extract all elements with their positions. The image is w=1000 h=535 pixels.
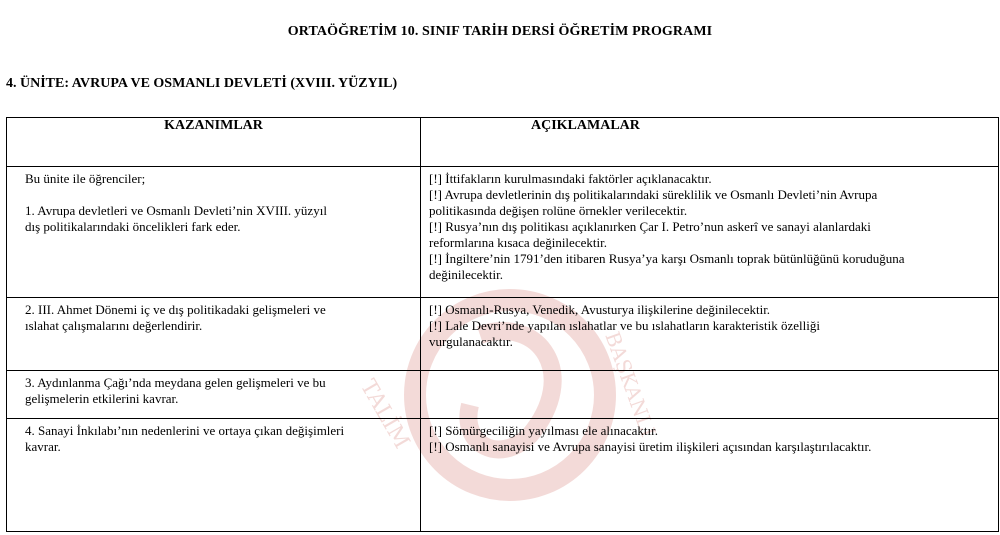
kazanim-line: 2. III. Ahmet Dönemi iç ve dış politikadaki gelişmeleri ve (25, 302, 326, 317)
aciklama-cell (421, 419, 999, 532)
aciklama-line: vurgulanacaktır. (429, 334, 513, 349)
unit-heading: 4. ÜNİTE: AVRUPA VE OSMANLI DEVLETİ (XVIII. YÜZYIL) (6, 76, 398, 91)
aciklama-cell (421, 298, 999, 371)
svg-text:BAŞKANLI: BAŞKANLI (600, 328, 661, 441)
aciklama-line: politikasında değişen rolüne örnekler verilecektir. (429, 203, 688, 218)
kazanim-line: 1. Avrupa devletleri ve Osmanlı Devleti’nin XVIII. yüzyıl (25, 203, 327, 218)
document-title: ORTAÖĞRETİM 10. SINIF TARİH DERSİ ÖĞRETİM PROGRAMI (287, 24, 713, 39)
table-row (7, 419, 999, 532)
aciklama-line: [!] Rusya’nın dış politikası açıklanırken Çar I. Petro’nun askerî ve sanayi alanlardaki (429, 219, 871, 234)
kazanim-line: ıslahat çalışmalarını değerlendirir. (25, 318, 203, 333)
kazanim-line: dış politikalarındaki öncelikleri fark eder. (25, 219, 241, 234)
aciklama-line: [!] Osmanlı-Rusya, Venedik, Avusturya ilişkilerine değinilecektir. (429, 302, 771, 317)
kazanim-cell (7, 167, 421, 298)
aciklama-line: [!] Osmanlı sanayisi ve Avrupa sanayisi üretim ilişkileri açısından karşılaştırılacaktır. (429, 439, 872, 454)
kazanim-line: gelişmelerin etkilerini kavrar. (25, 391, 179, 406)
aciklama-line: [!] İngiltere’nin 1791’den itibaren Rusya’ya karşı Osmanlı toprak bütünlüğünü koruduğuna (429, 251, 905, 266)
aciklama-line: reformlarına kısaca değinilecektir. (429, 235, 607, 250)
aciklama-line: [!] Lale Devri’nde yapılan ıslahatlar ve bu ıslahatların karakteristik özelliği (429, 318, 820, 333)
table-header-row (7, 118, 999, 167)
svg-text:TALİM: TALİM (354, 375, 415, 454)
aciklama-line: değinilecektir. (429, 267, 504, 282)
kazanim-cell (7, 371, 421, 419)
header-kazanimlar: KAZANIMLAR (7, 118, 421, 167)
aciklama-cell (421, 167, 999, 298)
kazanim-cell (7, 298, 421, 371)
intro-text: Bu ünite ile öğrenciler; (25, 171, 146, 186)
kazanim-line: kavrar. (25, 439, 61, 454)
curriculum-table (6, 117, 999, 532)
table-row (7, 371, 999, 419)
aciklama-cell (421, 371, 999, 419)
kazanim-line: 3. Aydınlanma Çağı’nda meydana gelen gelişmeleri ve bu (25, 375, 326, 390)
kazanim-line: 4. Sanayi İnkılabı’nın nedenlerini ve ortaya çıkan değişimleri (25, 423, 345, 438)
table-row (7, 167, 999, 298)
aciklama-line: [!] Sömürgeciliğin yayılması ele alınacaktır. (429, 423, 658, 438)
table-row (7, 298, 999, 371)
aciklama-line: [!] İttifakların kurulmasındaki faktörler açıklanacaktır. (429, 171, 712, 186)
kazanim-cell (7, 419, 421, 532)
header-aciklamalar: AÇIKLAMALAR (421, 118, 999, 167)
aciklama-line: [!] Avrupa devletlerinin dış politikalarındaki süreklilik ve Osmanlı Devleti’nin Avrupa (429, 187, 878, 202)
